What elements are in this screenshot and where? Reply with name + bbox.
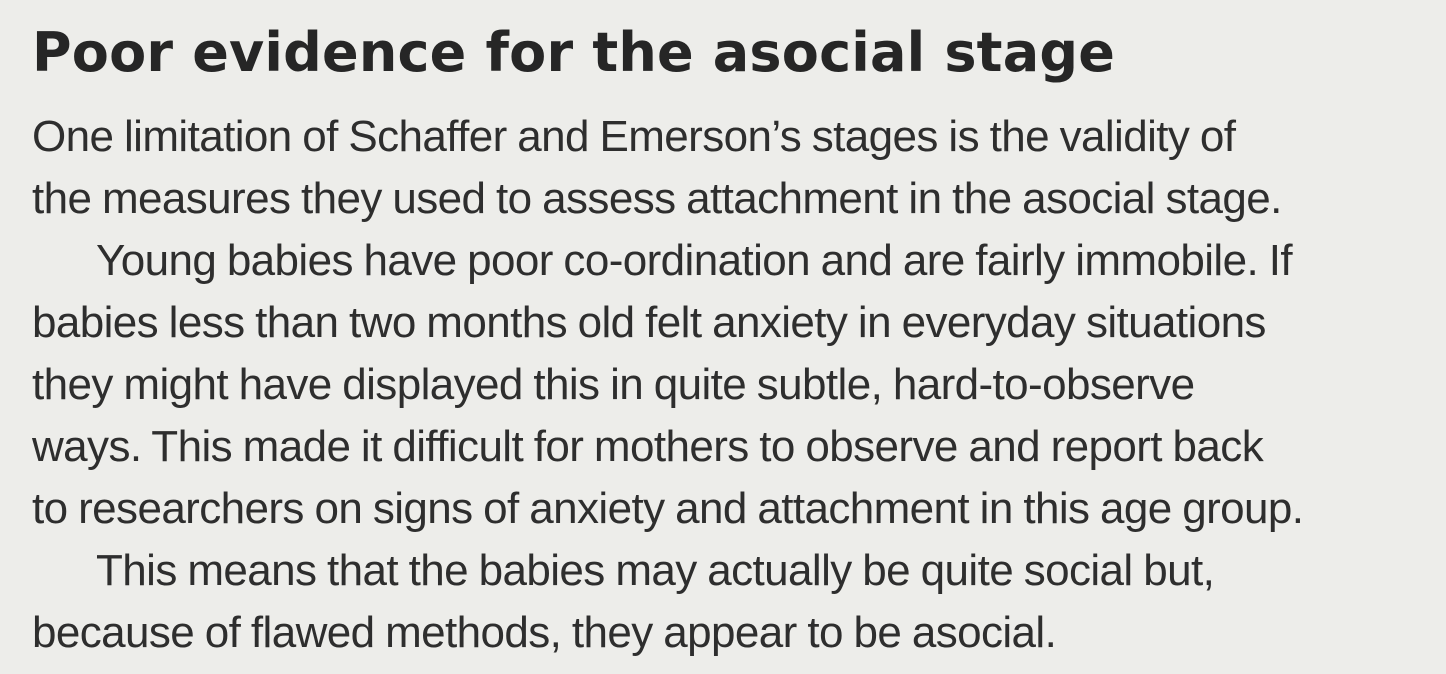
text-line: they might have displayed this in quite subtle, hard-to-observe <box>32 360 1195 409</box>
paragraph-conclusion <box>32 540 1416 664</box>
text-line: because of flawed methods, they appear to be asocial. <box>32 608 1057 657</box>
paragraph-coordination <box>32 230 1416 540</box>
text-line: babies less than two months old felt anxiety in everyday situations <box>32 298 1266 347</box>
text-line: One limitation of Schaffer and Emerson’s stages is the validity of <box>32 112 1236 161</box>
body-text <box>32 106 1416 664</box>
text-line-indented: This means that the babies may actually be quite social but, <box>96 546 1215 595</box>
text-line-indented: Young babies have poor co-ordination and are fairly immobile. If <box>96 236 1292 285</box>
text-line: the measures they used to assess attachment in the asocial stage. <box>32 174 1282 223</box>
text-line: ways. This made it difficult for mothers to observe and report back <box>32 422 1264 471</box>
paragraph-limitation <box>32 106 1416 230</box>
text-line: to researchers on signs of anxiety and attachment in this age group. <box>32 484 1304 533</box>
section-heading: Poor evidence for the asocial stage <box>32 21 1116 84</box>
